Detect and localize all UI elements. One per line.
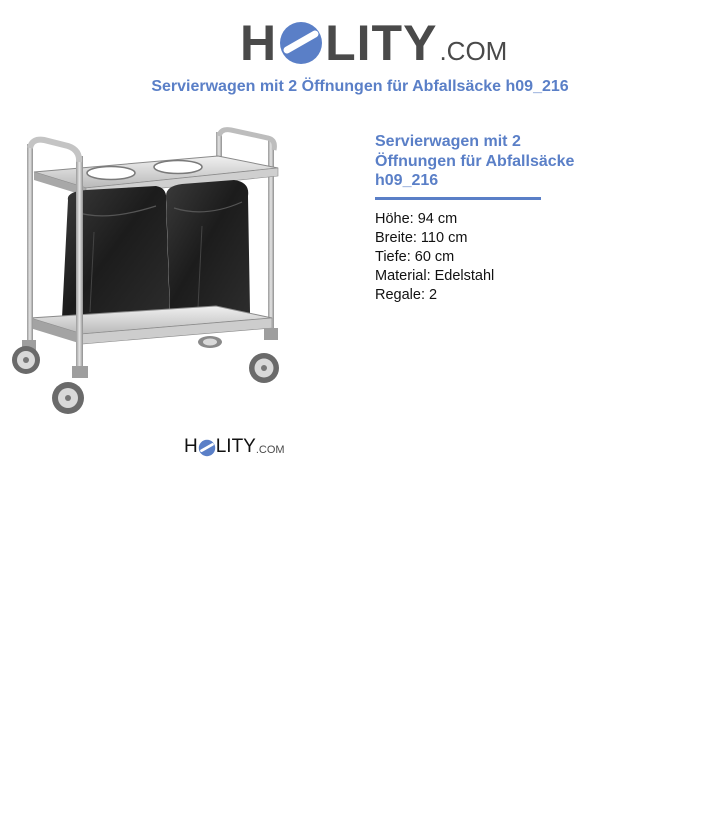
watermark-text-right: LITY (215, 436, 256, 457)
serving-cart-image (6, 122, 296, 422)
watermark-domain: .COM (255, 444, 285, 456)
brand-logo[interactable] (240, 12, 508, 71)
logo-domain: .COM (439, 36, 508, 66)
logo-text-right: LITY (325, 15, 438, 71)
logo-text-left: H (240, 15, 278, 71)
product-detail (375, 132, 615, 305)
title-underline (375, 197, 541, 200)
watermark-text-left: H (184, 436, 198, 457)
spec-depth: Tiefe: 60 cm (375, 248, 455, 265)
image-watermark-logo (184, 436, 285, 458)
product-title: Servierwagen mit 2 Öffnungen für Abfallsäcke h09_216 (375, 133, 575, 189)
logo-o-icon (278, 20, 324, 66)
wheel-rear-right (249, 328, 279, 383)
spec-material: Material: Edelstahl (375, 267, 495, 284)
wheel-front-right (52, 366, 88, 414)
spec-shelves: Regale: 2 (375, 286, 438, 303)
page-title: Servierwagen mit 2 Öffnungen für Abfallsäcke h09_216 (151, 78, 569, 95)
spec-list (375, 210, 615, 305)
spec-width: Breite: 110 cm (375, 229, 468, 246)
watermark-o-icon (198, 439, 216, 457)
wheel-front-left (12, 340, 40, 374)
wheel-rear-left (198, 336, 222, 348)
spec-height: Höhe: 94 cm (375, 210, 458, 227)
